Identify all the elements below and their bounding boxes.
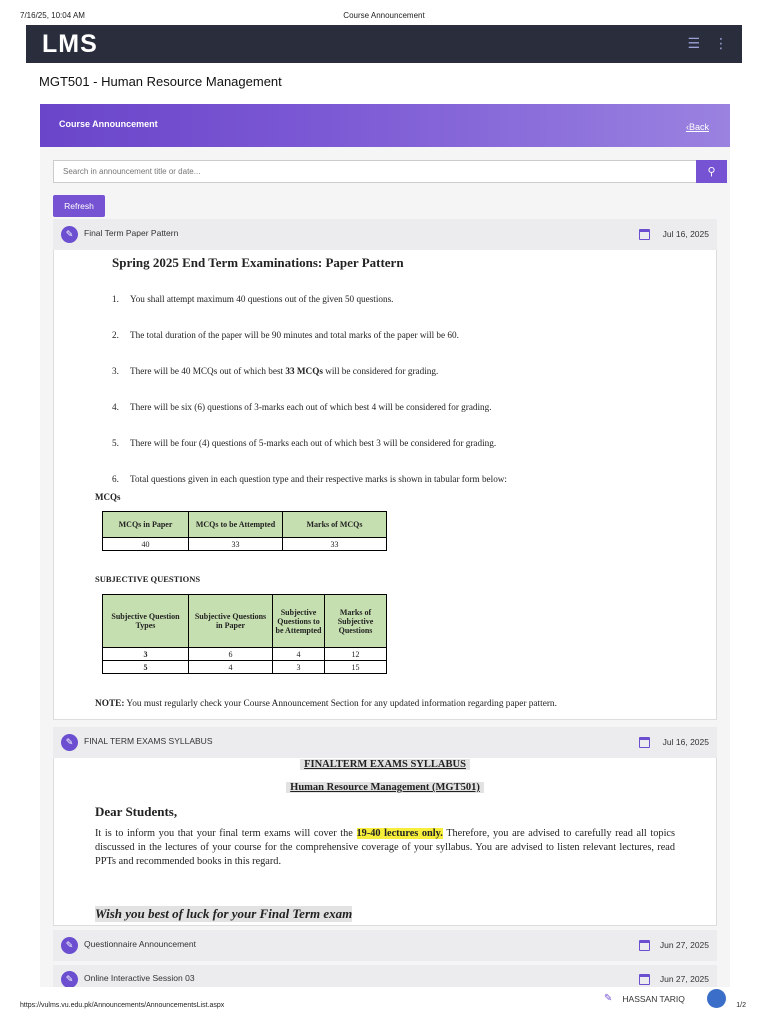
search-icon: ⚲	[707, 166, 716, 178]
table-header: Subjective Questions in Paper	[189, 595, 273, 648]
wish-message: Wish you best of luck for your Final Term exam	[95, 906, 353, 921]
announcement-body	[53, 758, 717, 926]
mcq-table	[102, 511, 387, 551]
announcement-header[interactable]	[53, 930, 717, 961]
table-header: Subjective Questions to be Attempted	[273, 595, 325, 648]
table-cell: 15	[325, 661, 387, 674]
pattern-note: NOTE: You must regularly check your Course Announcement Section for any updated information regarding paper pattern.	[95, 699, 557, 709]
calendar-icon	[639, 940, 650, 951]
search-bar	[53, 160, 727, 183]
back-link[interactable]: ‹Back	[685, 122, 709, 132]
paper-pattern-heading: Spring 2025 End Term Examinations: Paper Pattern	[112, 255, 404, 270]
more-vert-icon[interactable]: ⋮	[714, 35, 728, 51]
table-cell: 3	[273, 661, 325, 674]
syllabus-paragraph: It is to inform you that your final term exams will cover the 19-40 lectures only. Therefore, you are advised to carefully read all topics discussed in the lectures of your course for the comprehensive coverage of your syllabus. You are advised to listen relevant lectures, read PPTs and recommended books in this regard.	[95, 828, 676, 867]
table-row	[103, 661, 387, 674]
announcement-header[interactable]	[53, 727, 717, 758]
announcement-header[interactable]	[53, 965, 717, 987]
list-item: 3. There will be 40 MCQs out of which best 33 MCQs will be considered for grading.	[112, 366, 439, 376]
avatar	[707, 989, 726, 1008]
calendar-icon	[639, 737, 650, 748]
announcement-title: Final Term Paper Pattern	[84, 228, 179, 238]
banner-title: Course Announcement	[59, 119, 158, 129]
subjective-table	[102, 594, 387, 674]
table-row	[103, 648, 387, 661]
table-header: Marks of Subjective Questions	[325, 595, 387, 648]
search-button[interactable]	[696, 160, 727, 183]
table-cell: 33	[283, 538, 387, 551]
table-cell: 5	[103, 661, 189, 674]
calendar-icon	[639, 974, 650, 985]
table-cell: 33	[189, 538, 283, 551]
list-item: 2. The total duration of the paper will be 90 minutes and total marks of the paper will be 60.	[112, 330, 459, 340]
print-datetime: 7/16/25, 10:04 AM	[20, 11, 85, 20]
print-header	[0, 11, 768, 23]
megaphone-icon: ✎	[61, 226, 78, 243]
edit-icon: ✎	[604, 993, 613, 1004]
announcement-title: Online Interactive Session 03	[84, 973, 195, 983]
back-label: Back	[688, 122, 709, 132]
announcement-date: Jul 16, 2025	[662, 737, 709, 747]
subjective-label: SUBJECTIVE QUESTIONS	[95, 574, 201, 584]
print-page-number: 1/2	[736, 1002, 746, 1009]
announcement-header[interactable]	[53, 219, 717, 250]
table-header: MCQs to be Attempted	[189, 512, 283, 538]
greeting: Dear Students,	[95, 804, 178, 819]
table-cell: 12	[325, 648, 387, 661]
list-item: 4. There will be six (6) questions of 3-marks each out of which best 4 will be considered for grading.	[112, 402, 492, 412]
megaphone-icon: ✎	[61, 734, 78, 751]
page-banner	[40, 104, 730, 147]
announcement-date: Jul 16, 2025	[662, 229, 709, 239]
print-page-title: Course Announcement	[343, 11, 425, 20]
logo-text: LMS	[42, 29, 98, 58]
table-cell: 4	[273, 648, 325, 661]
user-name: HASSAN TARIQ	[622, 993, 685, 1004]
announcement-title: Questionnaire Announcement	[84, 939, 196, 949]
course-title: MGT501 - Human Resource Management	[39, 74, 282, 89]
table-header: Subjective Question Types	[103, 595, 189, 648]
table-cell: 40	[103, 538, 189, 551]
announcement-title: FINAL TERM EXAMS SYLLABUS	[84, 736, 213, 746]
lms-logo[interactable]	[42, 30, 98, 58]
mcq-label: MCQs	[95, 492, 121, 502]
calendar-icon	[639, 229, 650, 240]
menu-icon[interactable]: ☰	[687, 35, 700, 51]
syllabus-subheading: Human Resource Management (MGT501)	[54, 782, 716, 793]
refresh-button[interactable]: Refresh	[53, 195, 105, 217]
syllabus-heading: FINALTERM EXAMS SYLLABUS	[54, 759, 716, 770]
table-header: MCQs in Paper	[103, 512, 189, 538]
print-url: https://vulms.vu.edu.pk/Announcements/AnnouncementsList.aspx	[20, 1002, 225, 1009]
list-item: 6. Total questions given in each question type and their respective marks is shown in tabular form below:	[112, 474, 507, 484]
search-input[interactable]	[54, 161, 694, 182]
user-info[interactable]	[604, 989, 726, 1008]
announcement-date: Jun 27, 2025	[659, 974, 709, 984]
table-header: Marks of MCQs	[283, 512, 387, 538]
table-cell: 6	[189, 648, 273, 661]
megaphone-icon: ✎	[61, 971, 78, 987]
table-cell: 4	[189, 661, 273, 674]
announcement-body	[53, 250, 717, 720]
megaphone-icon: ✎	[61, 937, 78, 954]
list-item: 1. You shall attempt maximum 40 questions out of the given 50 questions.	[112, 294, 394, 304]
top-navbar	[26, 25, 742, 63]
table-cell: 3	[103, 648, 189, 661]
announcement-date: Jun 27, 2025	[659, 940, 709, 950]
list-item: 5. There will be four (4) questions of 5-marks each out of which best 3 will be considered for grading.	[112, 438, 497, 448]
